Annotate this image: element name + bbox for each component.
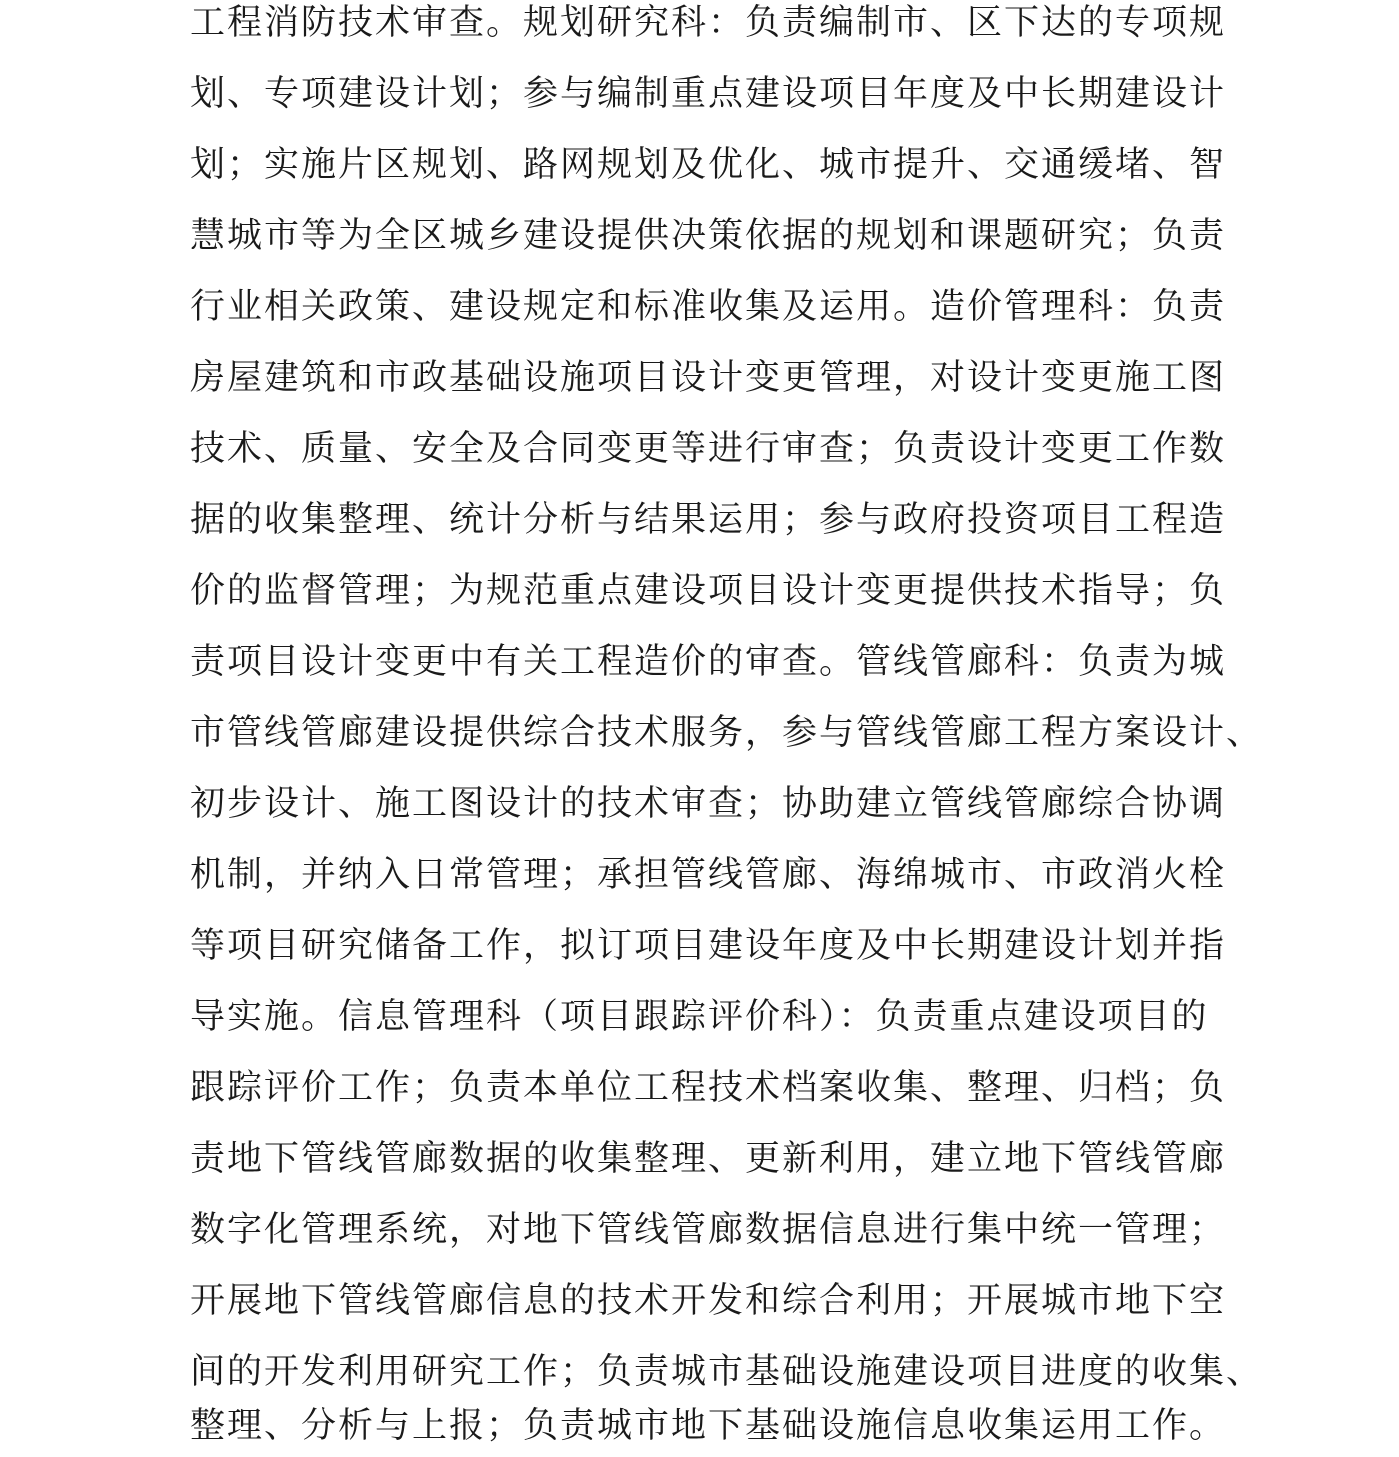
- text-line-8: 据的收集整理、统计分析与结果运用；参与政府投资项目工程造: [190, 500, 1227, 540]
- text-line-4: 慧城市等为全区城乡建设提供决策依据的规划和课题研究；负责: [190, 216, 1227, 256]
- text-line-5: 行业相关政策、建设规定和标准收集及运用。造价管理科：负责: [190, 287, 1227, 327]
- text-line-9: 价的监督管理；为规范重点建设项目设计变更提供技术指导；负: [190, 571, 1227, 611]
- text-line-6: 房屋建筑和市政基础设施项目设计变更管理，对设计变更施工图: [190, 358, 1227, 398]
- text-line-2: 划、专项建设计划；参与编制重点建设项目年度及中长期建设计: [190, 74, 1227, 114]
- text-line-13: 机制，并纳入日常管理；承担管线管廊、海绵城市、市政消火栓: [190, 855, 1227, 895]
- text-line-21: 整理、分析与上报；负责城市地下基础设施信息收集运用工作。: [190, 1406, 1227, 1446]
- text-line-14: 等项目研究储备工作，拟订项目建设年度及中长期建设计划并指: [190, 926, 1227, 966]
- text-line-12: 初步设计、施工图设计的技术审查；协助建立管线管廊综合协调: [190, 784, 1227, 824]
- text-line-16: 跟踪评价工作；负责本单位工程技术档案收集、整理、归档；负: [190, 1068, 1227, 1108]
- text-line-20: 间的开发利用研究工作；负责城市基础设施建设项目进度的收集、: [190, 1352, 1264, 1392]
- text-line-17: 责地下管线管廊数据的收集整理、更新利用，建立地下管线管廊: [190, 1139, 1227, 1179]
- text-line-15: 导实施。信息管理科（项目跟踪评价科）：负责重点建设项目的: [190, 997, 1209, 1037]
- text-line-18: 数字化管理系统，对地下管线管廊数据信息进行集中统一管理；: [190, 1210, 1227, 1250]
- text-line-19: 开展地下管线管廊信息的技术开发和综合利用；开展城市地下空: [190, 1281, 1227, 1321]
- text-line-10: 责项目设计变更中有关工程造价的审查。管线管廊科：负责为城: [190, 642, 1227, 682]
- text-line-1: 工程消防技术审查。规划研究科：负责编制市、区下达的专项规: [190, 3, 1227, 43]
- text-line-11: 市管线管廊建设提供综合技术服务，参与管线管廊工程方案设计、: [190, 713, 1264, 753]
- text-line-3: 划；实施片区规划、路网规划及优化、城市提升、交通缓堵、智: [190, 145, 1227, 185]
- text-line-7: 技术、质量、安全及合同变更等进行审查；负责设计变更工作数: [190, 429, 1227, 469]
